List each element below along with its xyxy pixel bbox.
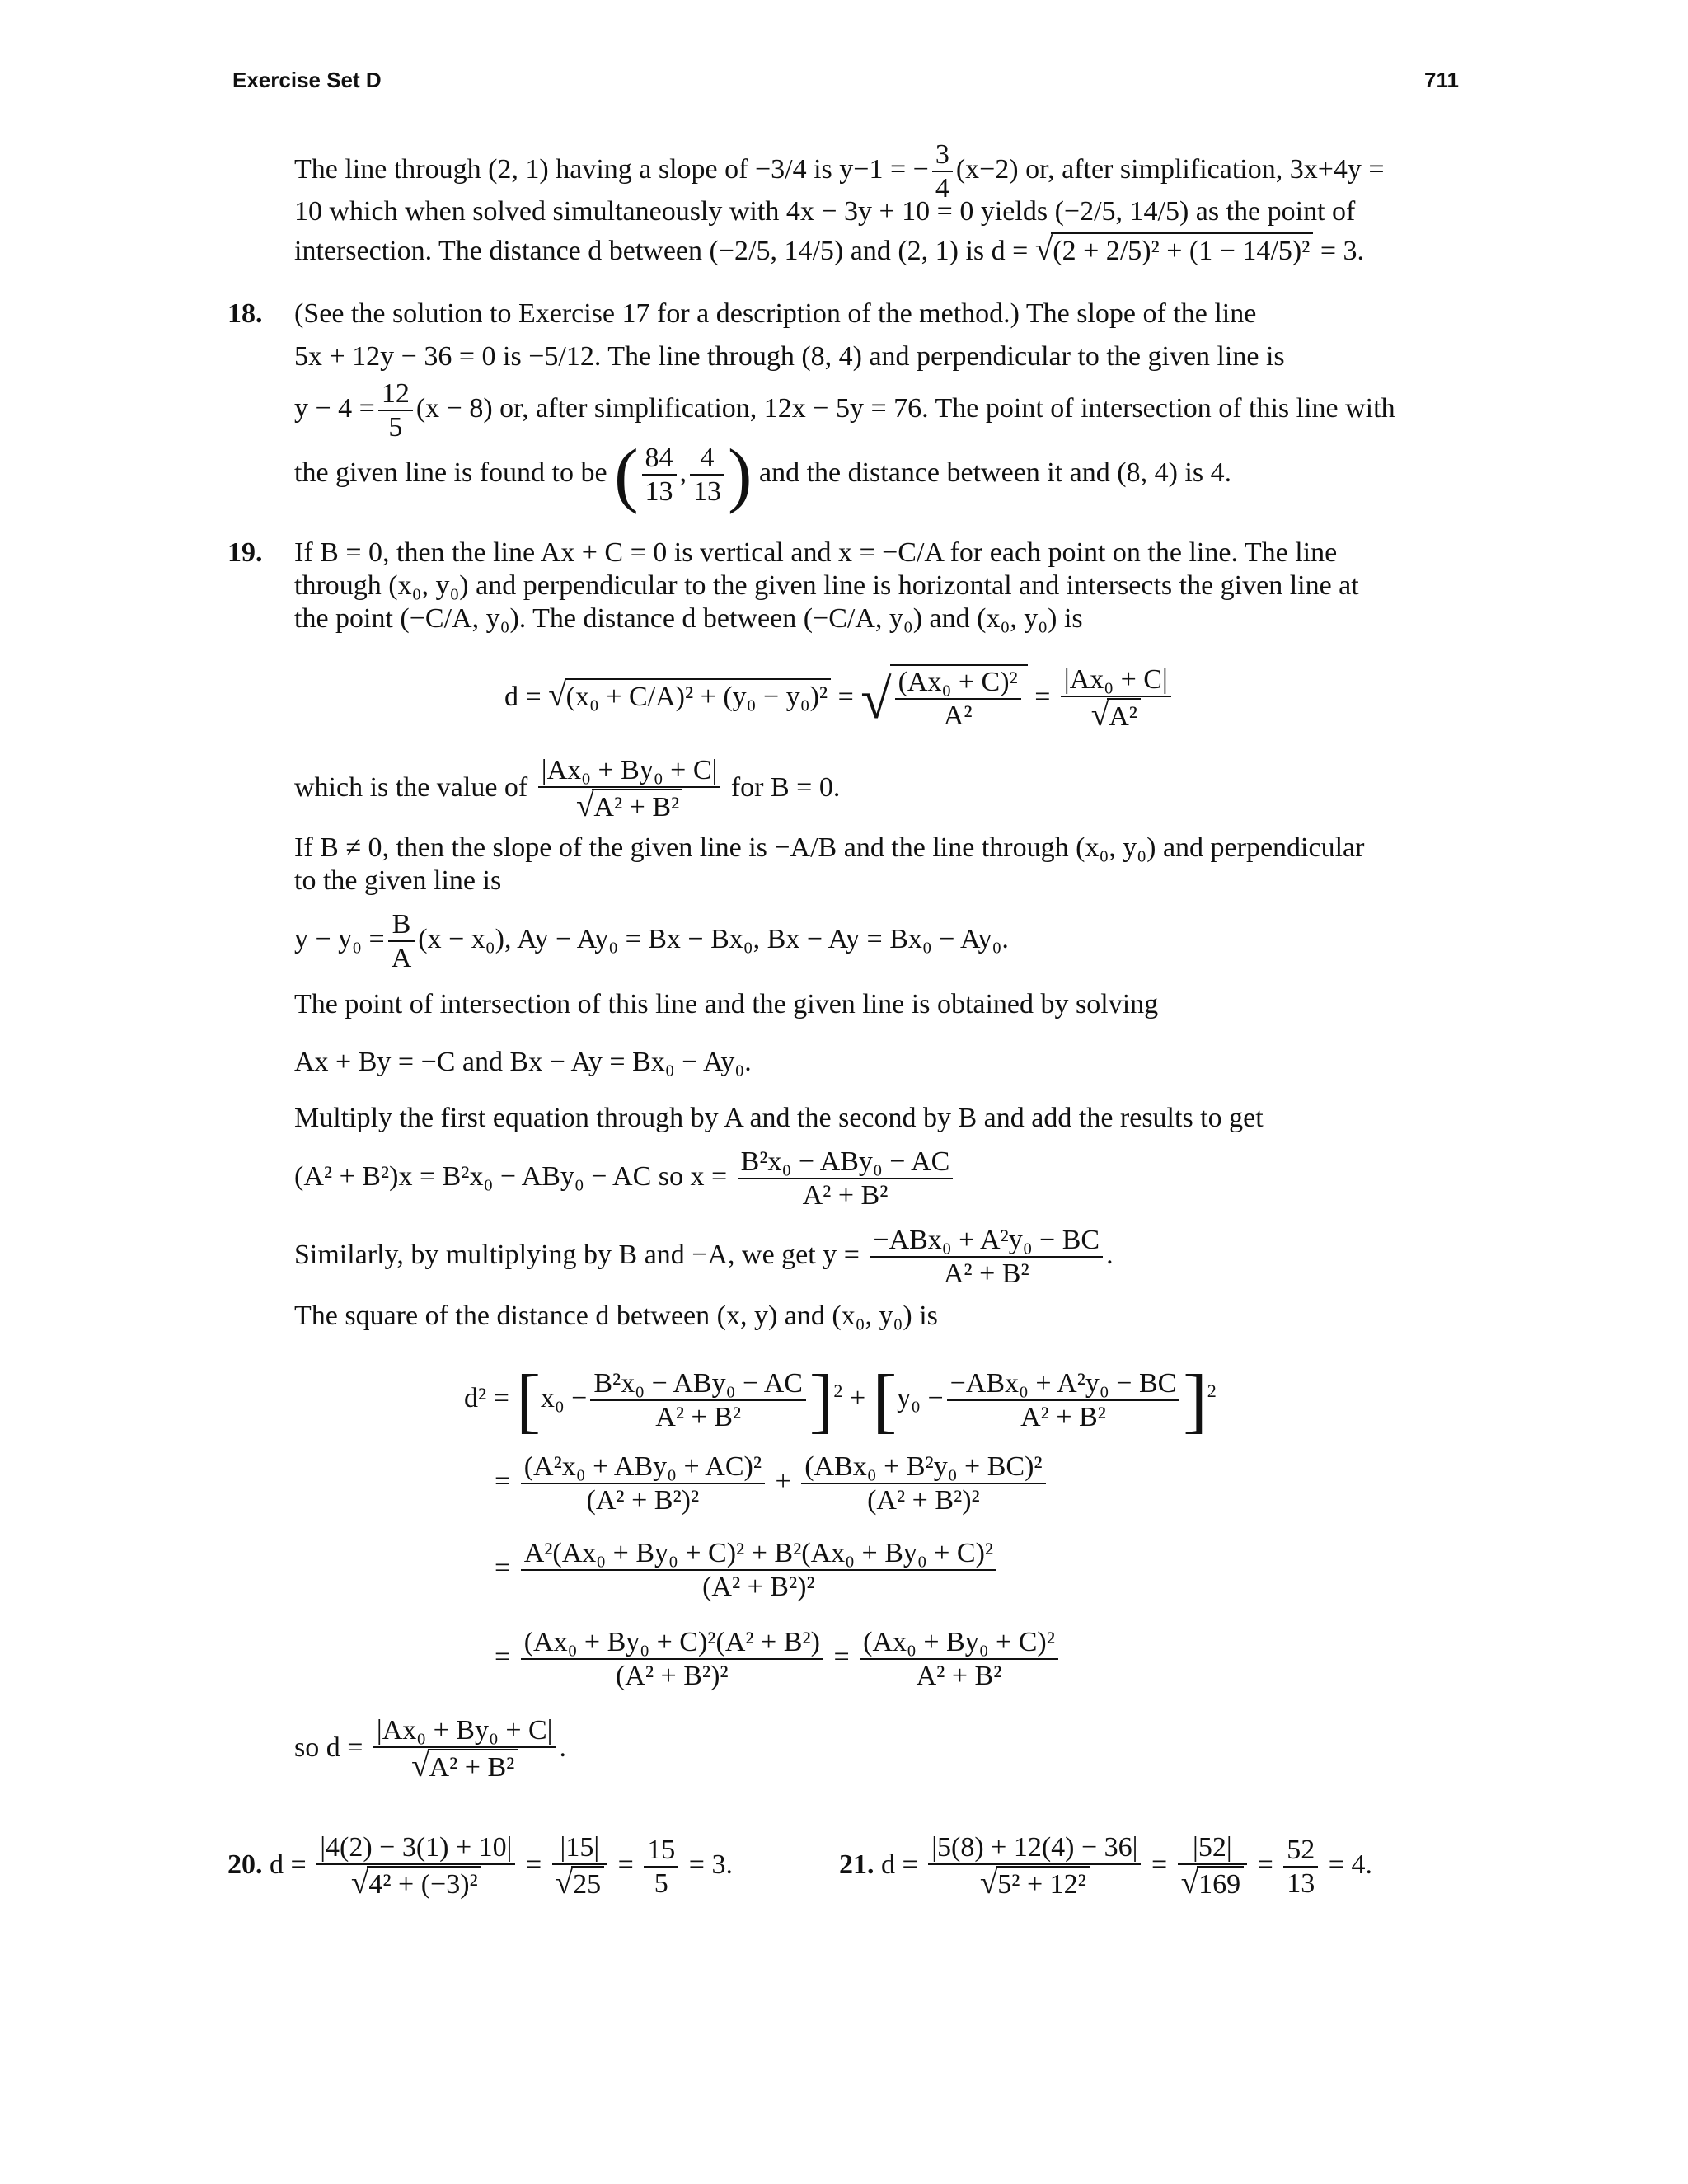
ex19-p1-line-1: If B = 0, then the line Ax + C = 0 is vertical and x = −C/A for each point on the line. The line	[294, 537, 1338, 568]
sqrt-expression: A²	[1107, 698, 1141, 732]
frac-den: 5	[644, 1866, 678, 1900]
exercise-21	[839, 1831, 1372, 1902]
ex19-p2-line-1: If B ≠ 0, then the slope of the given line is −A/B and the line through (x₀, y₀) and perpendicular	[294, 832, 1365, 863]
equals-sign: =	[1151, 1849, 1168, 1880]
frac-den	[1061, 696, 1171, 734]
text: = 4.	[1328, 1849, 1372, 1880]
frac-num: |52|	[1193, 1832, 1232, 1863]
fraction	[388, 908, 415, 974]
equals-sign: =	[1257, 1849, 1273, 1880]
sqrt-expression: 5² + 12²	[996, 1866, 1090, 1900]
fraction	[521, 1451, 765, 1516]
eq-lhs: d =	[504, 681, 542, 712]
frac-den	[552, 1863, 607, 1902]
ex17-line-3	[294, 231, 1364, 268]
frac-num: 3	[935, 139, 950, 170]
exercise-number-18: 18.	[227, 298, 263, 329]
ex19-p2-line-2: to the given line is	[294, 865, 502, 896]
exponent: 2	[1207, 1380, 1217, 1401]
ex19-conclusion	[294, 1714, 566, 1785]
exponent: 2	[833, 1380, 843, 1401]
y-fraction	[870, 1224, 1103, 1290]
equals-sign: =	[833, 1641, 850, 1672]
sqrt-symbol: √	[1034, 232, 1053, 267]
frac-num: (ABx₀ + B²y₀ + BC)²	[804, 1451, 1043, 1482]
ex19-equation-1	[504, 663, 1175, 734]
right-bracket: ]	[809, 1360, 834, 1441]
exercise-number-19: 19.	[227, 537, 263, 568]
fraction	[1178, 1831, 1247, 1902]
fraction	[1061, 663, 1171, 734]
frac-num: 4	[700, 443, 715, 474]
ex17-slope-fraction	[932, 138, 953, 204]
page-number: 711	[1424, 68, 1459, 92]
frac-den	[316, 1863, 515, 1902]
fraction	[895, 666, 1021, 732]
frac-den: 4	[932, 171, 953, 204]
sqrt-fraction-wrap	[890, 664, 1028, 732]
frac-den: A² + B²	[947, 1399, 1180, 1433]
ex18-line3-text-a: y − 4 =	[294, 392, 375, 424]
sqrt-expression: A² + B²	[428, 1749, 518, 1783]
ex19-equation-4	[294, 1146, 956, 1212]
fraction	[947, 1367, 1180, 1433]
frac-den	[538, 786, 721, 825]
frac-num: |4(2) − 3(1) + 10|	[320, 1832, 513, 1863]
x-fraction	[738, 1146, 954, 1212]
frac-den	[928, 1863, 1141, 1902]
sqrt-symbol: √	[548, 677, 566, 713]
text: so d =	[294, 1732, 363, 1763]
ex18-line4-text-b: and the distance between it and (8, 4) is 4.	[758, 457, 1232, 488]
fraction	[521, 1626, 823, 1692]
text: = 3.	[688, 1849, 733, 1880]
distance-formula-fraction	[538, 754, 721, 825]
ex18-line4-text-a: the given line is found to be	[294, 457, 607, 488]
text: d =	[270, 1849, 307, 1880]
frac-num: |15|	[560, 1832, 600, 1863]
equals-sign: =	[495, 1465, 511, 1497]
ex19-equation-2	[294, 908, 1009, 974]
sqrt-symbol: √	[575, 788, 594, 824]
frac-num: B²x₀ − ABy₀ − AC	[740, 1146, 950, 1177]
frac-den: 13	[1283, 1866, 1318, 1900]
fraction	[644, 1834, 678, 1900]
frac-den: A² + B²	[860, 1658, 1058, 1692]
exercise-number-20: 20.	[227, 1849, 263, 1880]
frac-den	[373, 1746, 556, 1785]
text: for B = 0.	[730, 771, 841, 803]
sqrt-symbol: √	[860, 668, 892, 731]
ex19-equation-3: Ax + By = −C and Bx − Ay = Bx₀ − Ay₀.	[294, 1047, 752, 1077]
d-squared-line-2	[495, 1451, 1049, 1516]
ex17-line-1	[294, 138, 1385, 204]
fraction	[521, 1537, 996, 1603]
sqrt-symbol: √	[350, 1865, 369, 1901]
eq-lhs: d² =	[464, 1383, 509, 1413]
text: y − y₀ =	[294, 923, 385, 954]
frac-num: 52	[1287, 1834, 1315, 1865]
frac-den: A² + B²	[590, 1399, 806, 1433]
fraction	[801, 1451, 1045, 1516]
section-title: Exercise Set D	[232, 68, 382, 92]
frac-den: (A² + B²)²	[521, 1658, 823, 1692]
frac-num: 84	[645, 443, 673, 474]
frac-den: A² + B²	[870, 1256, 1103, 1290]
frac-num: |Ax₀ + C|	[1063, 664, 1168, 695]
left-paren: (	[614, 434, 639, 515]
frac-num: B	[392, 909, 411, 940]
frac-den: (A² + B²)²	[801, 1483, 1045, 1516]
equals-sign: =	[495, 1552, 511, 1583]
ex17-line1-text-a: The line through (2, 1) having a slope of −3/4 is y−1 = −	[294, 153, 929, 185]
frac-den: 13	[690, 474, 724, 508]
d-squared-line-3	[495, 1537, 1000, 1603]
sqrt-expression: 169	[1197, 1866, 1244, 1900]
sqrt-expression: (x₀ + C/A)² + (y₀ − y₀)²	[565, 678, 831, 712]
ex18-line-2: 5x + 12y − 36 = 0 is −5/12. The line through (8, 4) and perpendicular to the given line is	[294, 341, 1285, 372]
ex17-line1-text-b: (x−2) or, after simplification, 3x+4y =	[955, 153, 1385, 185]
ex19-p3: The point of intersection of this line and the given line is obtained by solving	[294, 989, 1159, 1019]
ex19-equation-5	[294, 1224, 1114, 1290]
frac-num: |Ax₀ + By₀ + C|	[376, 1715, 553, 1746]
frac-num: A²(Ax₀ + By₀ + C)² + B²(Ax₀ + By₀ + C)²	[523, 1538, 994, 1568]
frac-num: (Ax₀ + By₀ + C)²(A² + B²)	[523, 1627, 820, 1657]
frac-den: A	[388, 940, 415, 974]
exercise-number-21: 21.	[839, 1849, 874, 1880]
ex18-point-x-fraction	[642, 442, 677, 508]
text: (A² + B²)x = B²x₀ − ABy₀ − AC so x =	[294, 1160, 728, 1192]
ex19-which-is-line	[294, 754, 840, 825]
ex17-line-2: 10 which when solved simultaneously with 4x − 3y + 10 = 0 yields (−2/5, 14/5) as the point of	[294, 196, 1356, 227]
text: d =	[881, 1849, 918, 1880]
ex19-p1-line-2: through (x₀, y₀) and perpendicular to the given line is horizontal and intersects the given line at	[294, 570, 1359, 601]
right-bracket: ]	[1183, 1360, 1207, 1441]
ex18-point-y-fraction	[690, 442, 724, 508]
sqrt-expression: A² + B²	[592, 789, 682, 823]
frac-num: 12	[381, 378, 410, 409]
text: .	[1106, 1239, 1114, 1270]
ex19-p5: The square of the distance d between (x, y) and (x₀, y₀) is	[294, 1301, 938, 1331]
equals-sign: =	[1034, 681, 1051, 712]
equals-sign: =	[837, 681, 854, 712]
frac-den: 13	[642, 474, 677, 508]
ex17-line3-text-a: intersection. The distance d between (−2/5, 14/5) and (2, 1) is d =	[294, 236, 1029, 266]
left-bracket: [	[872, 1360, 898, 1441]
frac-den: A² + B²	[738, 1178, 954, 1212]
frac-num: |Ax₀ + By₀ + C|	[541, 755, 718, 785]
equals-sign: =	[617, 1849, 634, 1880]
fraction	[860, 1626, 1058, 1692]
frac-den	[1178, 1863, 1247, 1902]
ex17-sqrt-expression: (2 + 2/5)² + (1 − 14/5)²	[1051, 232, 1313, 266]
plus-sign: +	[849, 1383, 866, 1413]
text: Similarly, by multiplying by B and −A, we get y =	[294, 1239, 860, 1270]
left-bracket: [	[516, 1360, 541, 1441]
frac-den: A²	[895, 698, 1021, 732]
fraction	[1283, 1834, 1318, 1900]
ex18-line-3	[294, 377, 1395, 443]
sqrt-symbol: √	[979, 1865, 998, 1901]
sqrt-expression: 4² + (−3)²	[367, 1866, 481, 1900]
fraction	[552, 1831, 607, 1902]
ex17-line3-text-b: = 3.	[1320, 236, 1365, 266]
frac-num: −ABx₀ + A²y₀ − BC	[950, 1368, 1177, 1399]
sqrt-expression: 25	[571, 1866, 604, 1900]
sqrt-symbol: √	[411, 1748, 429, 1784]
frac-num: |5(8) + 12(4) − 36|	[931, 1832, 1138, 1863]
frac-num: (Ax₀ + C)²	[898, 666, 1018, 697]
frac-num: (A²x₀ + ABy₀ + AC)²	[523, 1451, 762, 1482]
frac-num: −ABx₀ + A²y₀ − BC	[873, 1225, 1100, 1255]
text: x₀ −	[540, 1383, 588, 1413]
ex18-line-1: (See the solution to Exercise 17 for a description of the method.) The slope of the line	[294, 298, 1257, 329]
fraction	[373, 1714, 556, 1785]
frac-num: B²x₀ − ABy₀ − AC	[593, 1368, 803, 1399]
frac-den: 5	[378, 410, 413, 443]
ex18-line-4: the given line is found to be ( $\frac{84}{13}$ , $\frac{4}{13}$ ) and the distance between it and (8, 4) is 4.	[294, 434, 1232, 515]
fraction	[928, 1831, 1141, 1902]
text: .	[559, 1732, 566, 1763]
sqrt-symbol: √	[1090, 697, 1109, 733]
d-squared-line-1	[464, 1360, 1217, 1441]
ex18-line3-text-b: (x − 8) or, after simplification, 12x − 5y = 76. The point of intersection of this line with	[415, 392, 1395, 424]
equals-sign: =	[525, 1849, 542, 1880]
ex19-p4: Multiply the first equation through by A and the second by B and add the results to get	[294, 1103, 1264, 1133]
text: y₀ −	[897, 1383, 944, 1413]
frac-den: (A² + B²)²	[521, 1483, 765, 1516]
equals-sign: =	[495, 1641, 511, 1672]
ex18-slope-fraction	[378, 377, 413, 443]
fraction	[316, 1831, 515, 1902]
right-paren: )	[728, 434, 753, 515]
d-squared-line-4	[495, 1626, 1062, 1692]
ex19-p1-line-3: the point (−C/A, y₀). The distance d between (−C/A, y₀) and (x₀, y₀) is	[294, 603, 1083, 634]
frac-num: 15	[647, 1834, 676, 1865]
text: (x − x₀), Ay − Ay₀ = Bx − Bx₀, Bx − Ay = Bx₀ − Ay₀.	[418, 923, 1009, 954]
sqrt-symbol: √	[555, 1865, 574, 1901]
frac-den: (A² + B²)²	[521, 1569, 996, 1603]
plus-sign: +	[775, 1465, 791, 1497]
exercise-20	[227, 1831, 733, 1902]
sqrt-symbol: √	[1180, 1865, 1199, 1901]
text: which is the value of	[294, 771, 528, 803]
frac-num: (Ax₀ + By₀ + C)²	[863, 1627, 1055, 1657]
fraction	[590, 1367, 806, 1433]
